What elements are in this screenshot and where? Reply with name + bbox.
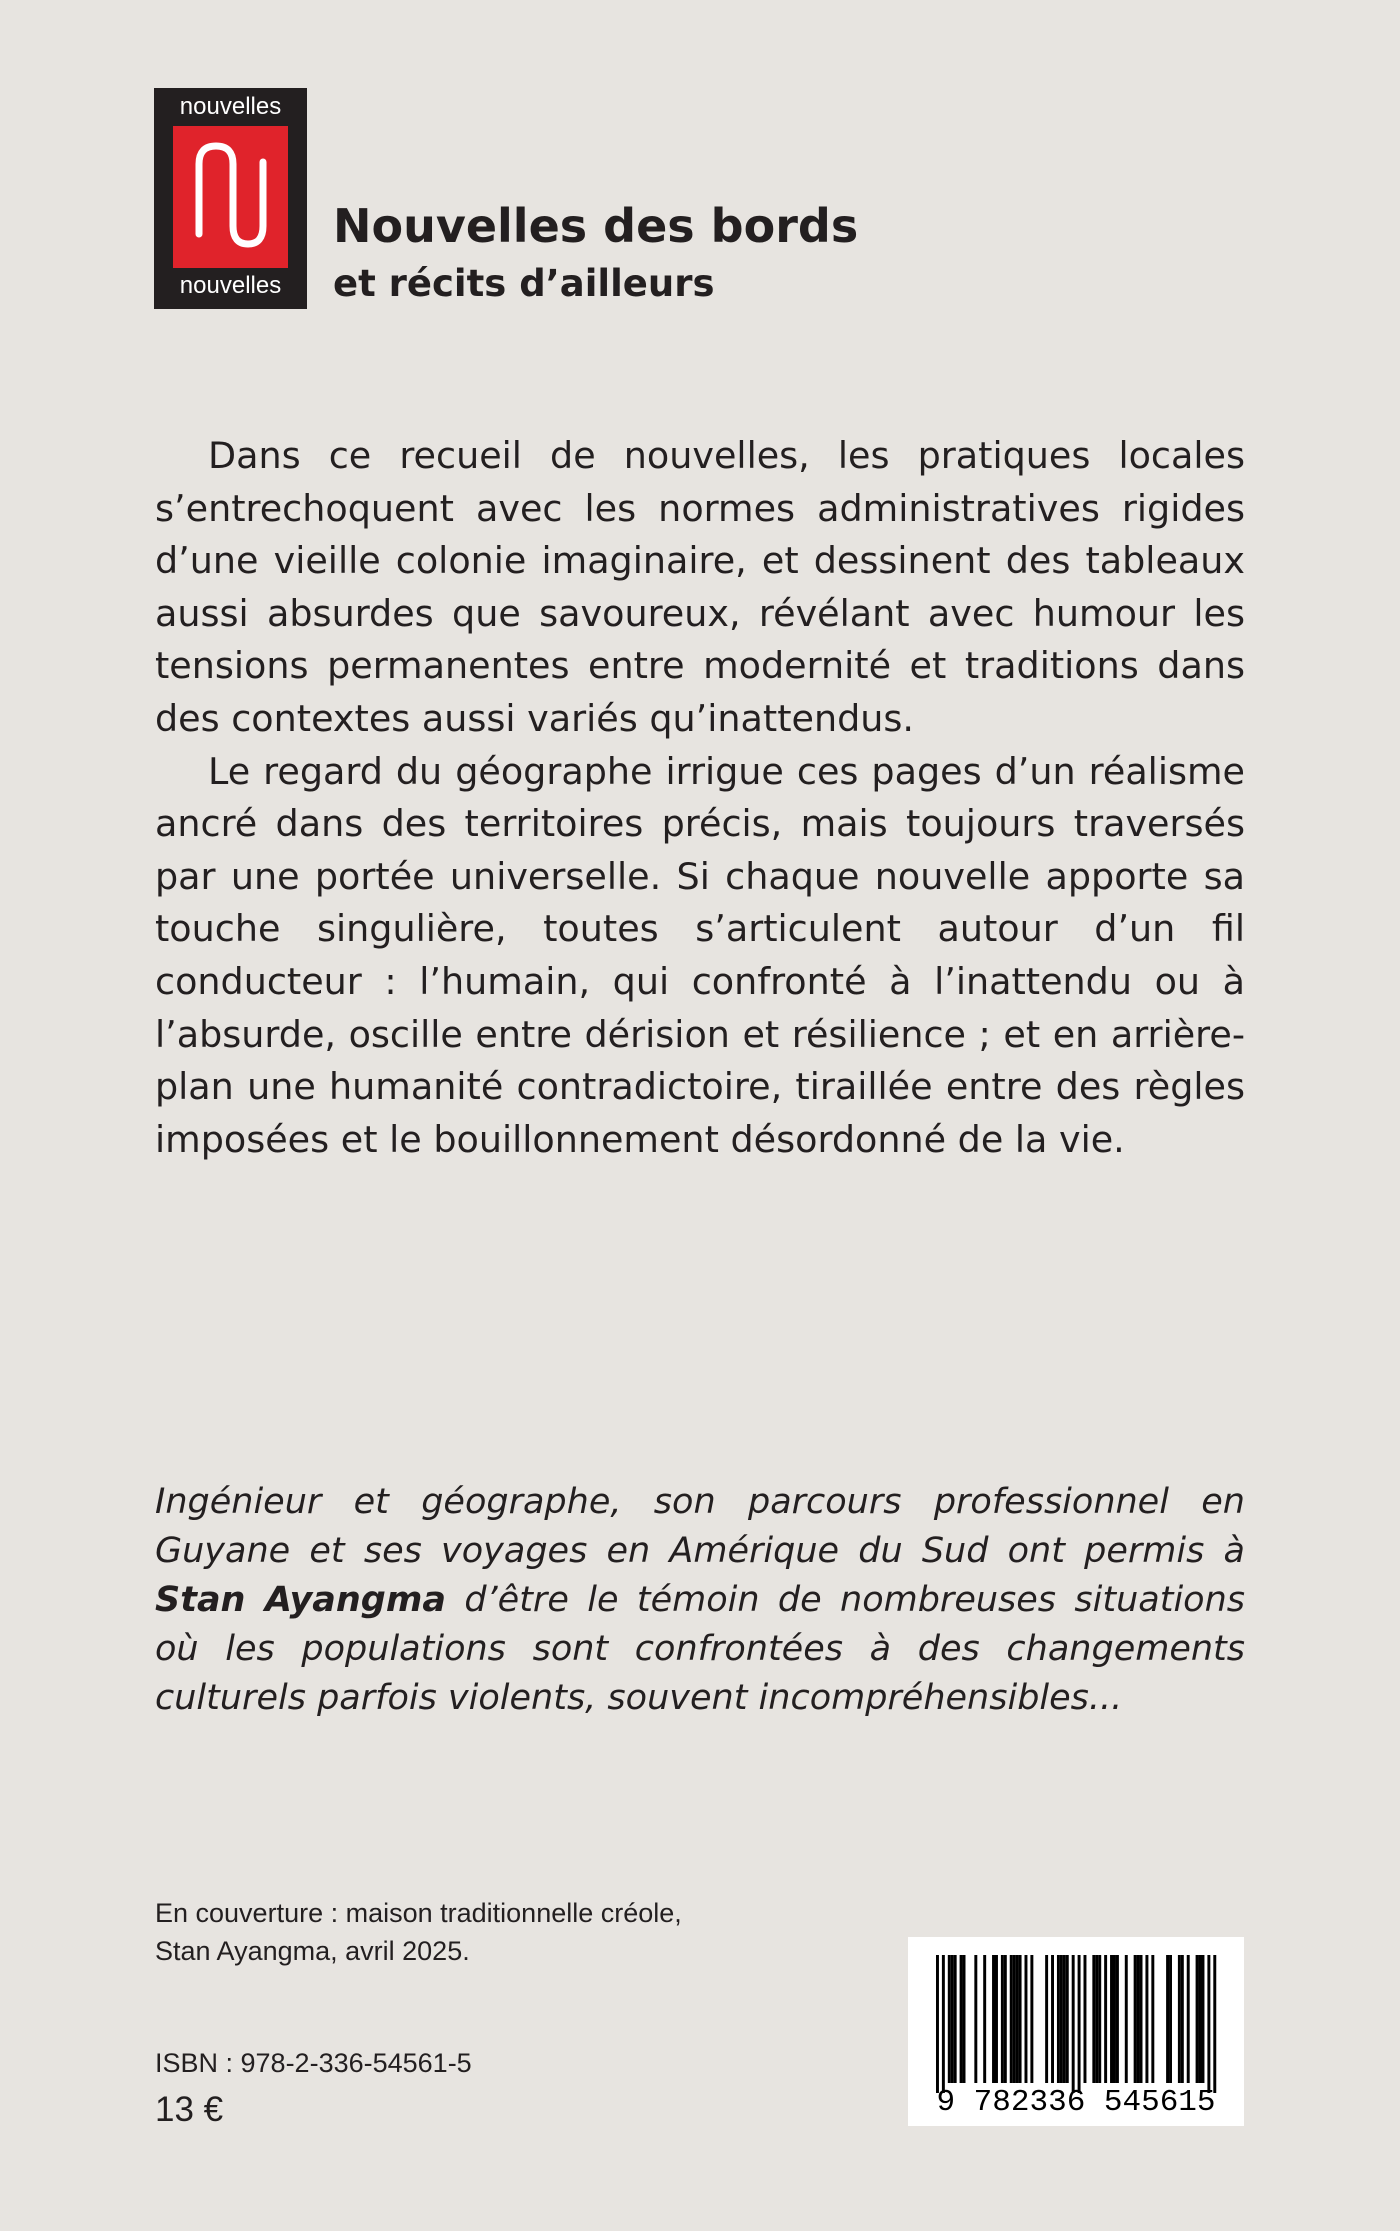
- barcode-bar: [1092, 1955, 1095, 2083]
- isbn: ISBN : 978-2-336-54561-5: [155, 2048, 472, 2078]
- barcode-bar: [1063, 1955, 1066, 2083]
- blurb-paragraph: Dans ce recueil de nouvelles, les pratiques locales s’entrechoquent avec les normes administratives rigides d’une vieille colonie imaginaire, et dessinent des tableaux aussi absurdes que savoureux, révélant avec humour les tensions permanentes entre modernité et traditions dans des contextes aussi variés qu’inattendus.: [155, 434, 1245, 740]
- barcode-bar: [1025, 1955, 1028, 2083]
- barcode-bar: [1066, 1955, 1069, 2083]
- barcode-bar: [1199, 1955, 1202, 2083]
- nu-monogram-icon: [173, 126, 288, 268]
- blurb-paragraph: Le regard du géographe irrigue ces pages d’un réalisme ancré dans des territoires précis, mais toujours traversés par une portée universelle. Si chaque nouvelle apporte sa touche singulière, toutes s’articulent autour d’un fil conducteur : l’humain, qui confronté à l’inattendu ou à l’absurde, oscille entre dérision et résilience ; et en arrière-plan une humanité contradictoire, tiraillée entre des règles imposées et le bouillonnement désordonné de la vie.: [155, 749, 1245, 1161]
- barcode-bar: [1001, 1955, 1004, 2083]
- author-name: Stan Ayangma: [155, 1580, 446, 1620]
- author-bio-text: Ingénieur et géographe, son parcours professionnel en Guyane et ses voyages en Amérique du Sud ont permis à: [155, 1482, 1245, 1571]
- barcode-bar: [1078, 1955, 1081, 2093]
- barcode-bar: [1113, 1955, 1116, 2083]
- barcode-bar: [1060, 1955, 1063, 2083]
- logo-bottom-label: nouvelles: [179, 272, 282, 299]
- barcode-bar: [960, 1955, 963, 2083]
- barcode-bar: [942, 1955, 945, 2093]
- barcode-bar: [983, 1955, 986, 2083]
- barcode-bar: [1207, 1955, 1210, 2093]
- barcode-bar: [992, 1955, 995, 2083]
- barcode-bar: [963, 1955, 966, 2083]
- barcode-bar: [1196, 1955, 1199, 2083]
- barcode-bar: [1166, 1955, 1169, 2083]
- barcode-bar: [1004, 1955, 1007, 2083]
- barcode-bar: [1125, 1955, 1128, 2083]
- cover-credit: [155, 1894, 682, 1970]
- barcode-bar: [954, 1955, 957, 2083]
- barcode-bar: [1051, 1955, 1054, 2083]
- barcode-bar: [1010, 1955, 1013, 2083]
- barcode-bar: [1140, 1955, 1143, 2083]
- barcode-bar: [1213, 1955, 1216, 2093]
- barcode-bar: [1202, 1955, 1205, 2083]
- barcode-bar: [1169, 1955, 1172, 2083]
- author-bio: [155, 1478, 1245, 1723]
- barcode-bar: [1116, 1955, 1119, 2083]
- barcode-bar: [1013, 1955, 1016, 2083]
- barcode-bar: [1145, 1955, 1148, 2083]
- barcode-bar: [1057, 1955, 1060, 2083]
- barcode-bar: [1134, 1955, 1137, 2083]
- barcode-bar: [1104, 1955, 1107, 2083]
- barcode-bar: [936, 1955, 939, 2093]
- logo-top-label: nouvelles: [179, 93, 282, 120]
- barcode-bar: [951, 1955, 954, 2083]
- barcode-bar: [1151, 1955, 1154, 2083]
- barcode-bar: [1016, 1955, 1019, 2083]
- book-subtitle: et récits d’ailleurs: [333, 262, 715, 305]
- price: 13 €: [155, 2090, 224, 2129]
- publisher-logo: [154, 88, 307, 309]
- barcode-bar: [1178, 1955, 1181, 2083]
- cover-credit-line: Stan Ayangma, avril 2025.: [155, 1936, 470, 1966]
- author-bio-text: d’être le témoin de nombreuses situations où les populations sont confrontées à des changements culturels parfois violents, souvent incompréhensibles...: [155, 1580, 1245, 1718]
- blurb: [155, 430, 1245, 1166]
- book-title: Nouvelles des bords: [333, 199, 859, 253]
- barcode-bar: [1072, 1955, 1075, 2093]
- barcode-bar: [1030, 1955, 1033, 2083]
- barcode-bar: [974, 1955, 977, 2083]
- barcode-bar: [1019, 1955, 1022, 2083]
- barcode-bar: [1181, 1955, 1184, 2083]
- barcode-bar: [995, 1955, 998, 2083]
- barcode: [908, 1937, 1244, 2126]
- barcode-bar: [948, 1955, 951, 2083]
- barcode-bar: [1084, 1955, 1087, 2083]
- barcode-bar: [1095, 1955, 1098, 2083]
- barcode-bar: [1187, 1955, 1190, 2083]
- barcode-bar: [1045, 1955, 1048, 2083]
- barcode-bar: [1098, 1955, 1101, 2083]
- cover-credit-line: En couverture : maison traditionnelle créole,: [155, 1898, 682, 1928]
- barcode-bar: [1110, 1955, 1113, 2083]
- barcode-bar: [1137, 1955, 1140, 2083]
- barcode-digits: 9 782336 545615: [936, 2085, 1216, 2120]
